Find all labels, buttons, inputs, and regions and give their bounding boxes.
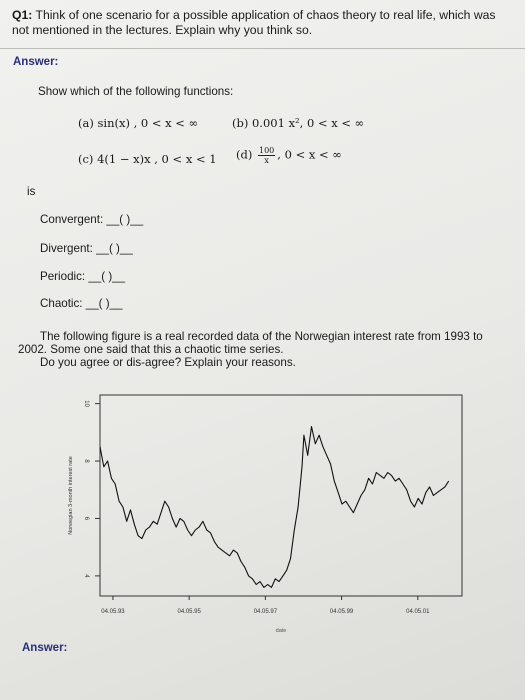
interest-rate-chart bbox=[60, 383, 480, 643]
x-tick-label: 04.05.97 bbox=[253, 609, 278, 615]
function-c: (c) 4(1 − x)x , 0 < x < 1 bbox=[78, 152, 217, 166]
fraction bbox=[258, 146, 275, 165]
function-d-label: (d) bbox=[236, 147, 253, 162]
periodic-row bbox=[40, 270, 125, 284]
figure-text-line-2: 2002. Some one said that this a chaotic time series. bbox=[18, 343, 284, 356]
x-tick-label: 04.05.01 bbox=[406, 609, 430, 615]
class-label: Chaotic: bbox=[40, 297, 83, 310]
y-tick-label: 10 bbox=[83, 400, 89, 407]
divergent-row bbox=[40, 242, 133, 256]
function-d bbox=[236, 146, 342, 165]
x-tick-label: 04.05.93 bbox=[101, 609, 125, 615]
fraction-numerator: 100 bbox=[259, 146, 275, 155]
x-tick-label: 04.05.95 bbox=[177, 609, 201, 615]
figure-text-line-1: The following figure is a real recorded data of the Norwegian interest rate from 1993 to bbox=[40, 330, 483, 343]
y-tick-label: 6 bbox=[83, 516, 89, 521]
answer-blank[interactable]: __( )__ bbox=[96, 242, 133, 255]
answer-label-bottom: Answer: bbox=[22, 642, 68, 654]
y-axis-label: Norwegian 3-month interest rate bbox=[68, 456, 74, 535]
function-a: (a) sin(x) , 0 < x < ∞ bbox=[78, 116, 199, 130]
question-line-1: Think of one scenario for a possible application of chaos theory to real life, which was bbox=[35, 8, 496, 22]
answer-label-top: Answer: bbox=[13, 56, 59, 68]
class-label: Divergent: bbox=[40, 242, 93, 255]
figure-text-line-3: Do you agree or dis-agree? Explain your reasons. bbox=[40, 356, 296, 369]
question-line-2: not mentioned in the lectures. Explain why you think so. bbox=[12, 23, 313, 37]
question-label: Q1: bbox=[12, 8, 33, 22]
answer-blank[interactable]: __( )__ bbox=[88, 270, 126, 283]
show-which-text: Show which of the following functions: bbox=[38, 85, 234, 98]
question-text bbox=[12, 8, 517, 38]
chaotic-row bbox=[40, 297, 123, 311]
x-tick-label: 04.05.99 bbox=[329, 609, 354, 615]
answer-blank[interactable]: __( )__ bbox=[106, 213, 144, 226]
is-label: is bbox=[27, 185, 36, 198]
series-line bbox=[100, 427, 449, 588]
x-axis-label: date bbox=[275, 628, 287, 634]
y-tick-label: 8 bbox=[83, 459, 89, 463]
divider bbox=[0, 48, 525, 49]
function-d-domain: , 0 < x < ∞ bbox=[277, 147, 342, 162]
fraction-denominator: x bbox=[264, 156, 269, 165]
plot-frame bbox=[100, 395, 462, 596]
y-tick-label: 4 bbox=[83, 574, 89, 578]
function-b: (b) 0.001 x², 0 < x < ∞ bbox=[232, 116, 365, 130]
class-label: Periodic: bbox=[40, 270, 86, 283]
class-label: Convergent: bbox=[40, 213, 104, 226]
convergent-row bbox=[40, 213, 143, 227]
answer-blank[interactable]: __( )__ bbox=[85, 297, 123, 310]
